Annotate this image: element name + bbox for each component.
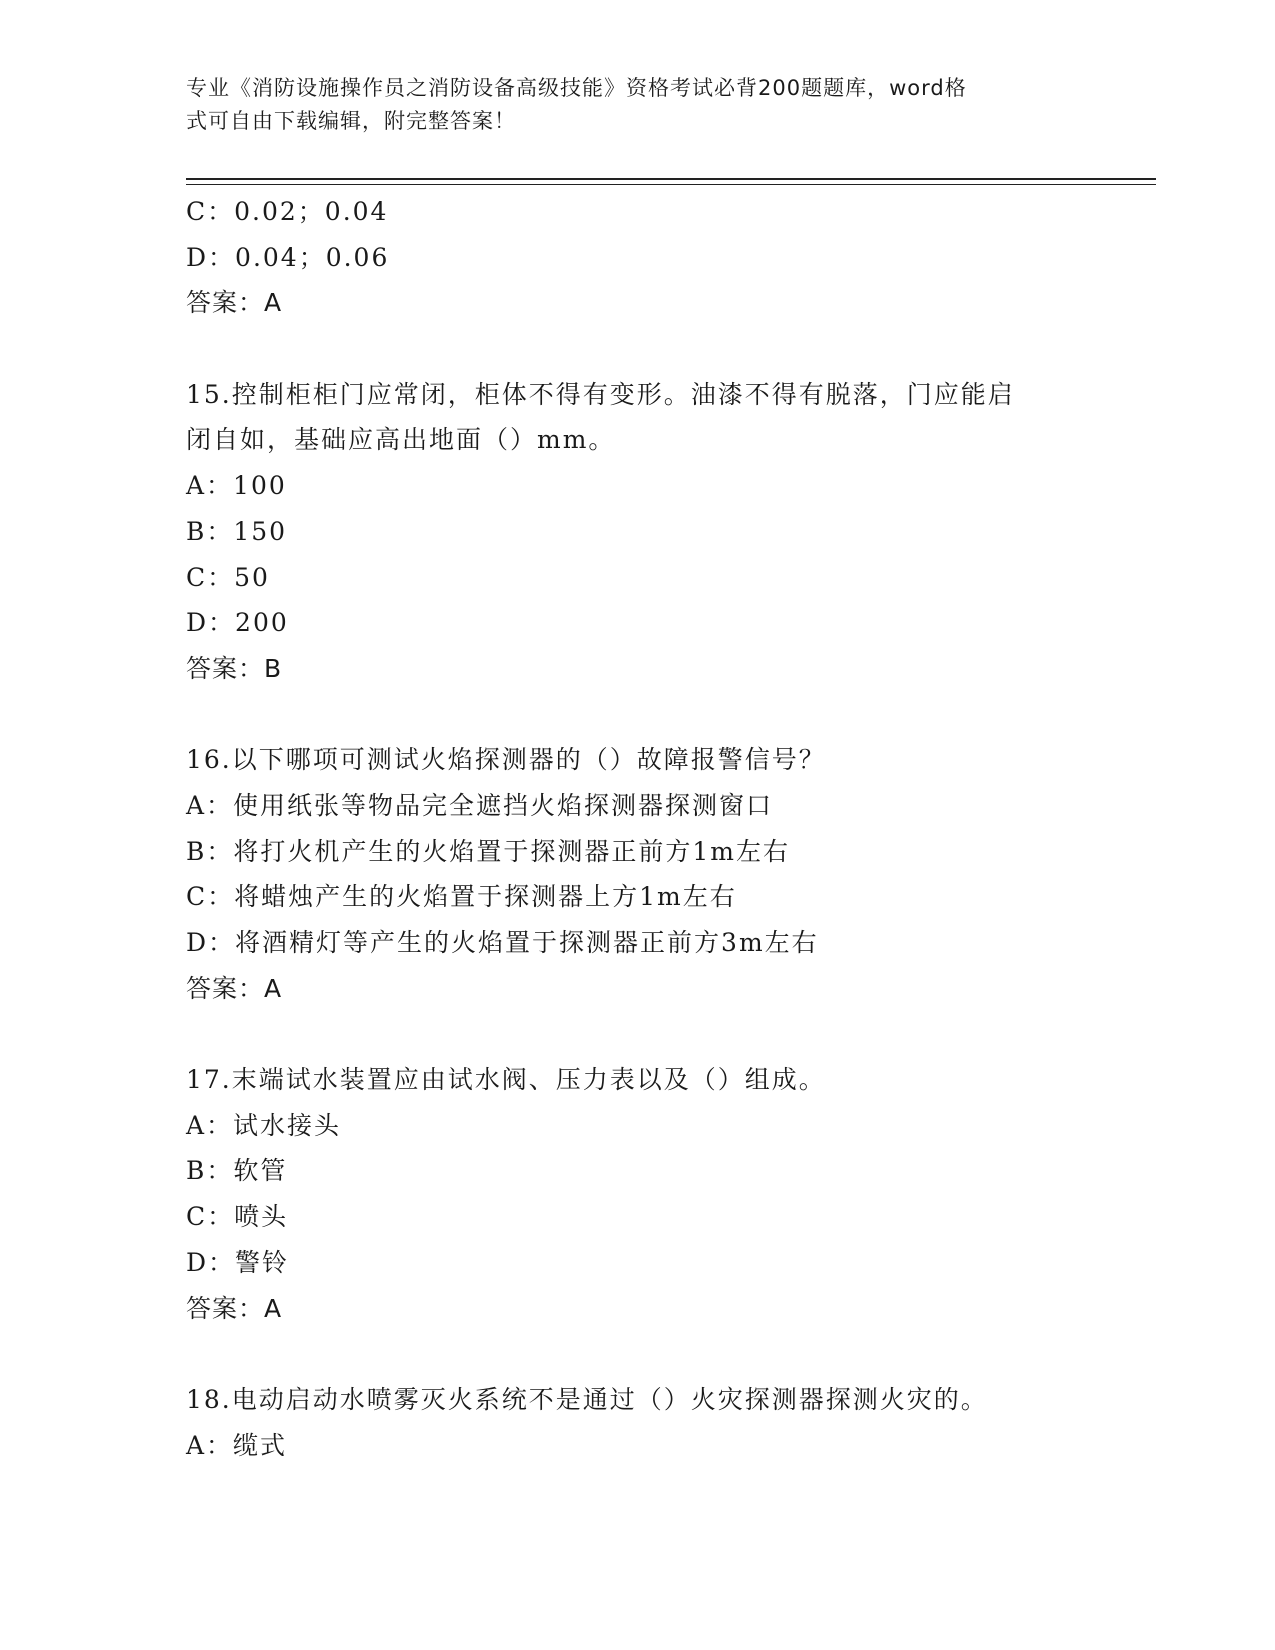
option-a: A：使用纸张等物品完全遮挡火焰探测器探测窗口 bbox=[186, 790, 774, 820]
option-c: C：喷头 bbox=[186, 1202, 289, 1232]
option-a: A：100 bbox=[186, 471, 287, 501]
option-c: C：50 bbox=[186, 562, 270, 592]
spacer bbox=[186, 1011, 1116, 1057]
option-d: D：200 bbox=[186, 608, 289, 638]
option-b: B：将打火机产生的火焰置于探测器正前方1m左右 bbox=[186, 836, 790, 866]
question-stem: 17.末端试水装置应由试水阀、压力表以及（）组成。 bbox=[186, 1065, 826, 1095]
header-divider-thick bbox=[186, 178, 1156, 180]
option-d: D：0.04；0.06 bbox=[186, 242, 390, 272]
option-a: A：缆式 bbox=[186, 1430, 288, 1460]
option-b: B：150 bbox=[186, 516, 288, 546]
option-b: B：软管 bbox=[186, 1156, 288, 1186]
answer: 答案：A bbox=[186, 288, 283, 318]
question-stem: 闭自如，基础应高出地面（）mm。 bbox=[186, 425, 616, 455]
question-16 bbox=[186, 737, 1116, 1011]
answer: 答案：A bbox=[186, 973, 283, 1003]
option-c: C：0.02；0.04 bbox=[186, 197, 389, 226]
answer: 答案：A bbox=[186, 1293, 283, 1323]
question-stem: 18.电动启动水喷雾灭火系统不是通过（）火灾探测器探测火灾的。 bbox=[186, 1384, 988, 1414]
spacer bbox=[186, 326, 1116, 372]
header-line-2: 式可自由下载编辑，附完整答案！ bbox=[186, 109, 516, 133]
document-body bbox=[186, 189, 1116, 1468]
question-stem: 15.控制柜柜门应常闭，柜体不得有变形。油漆不得有脱落，门应能启 bbox=[186, 379, 1015, 409]
option-c: C：将蜡烛产生的火焰置于探测器上方1m左右 bbox=[186, 882, 737, 912]
option-a: A：试水接头 bbox=[186, 1110, 342, 1140]
question-18 bbox=[186, 1377, 1116, 1468]
question-15 bbox=[186, 372, 1116, 692]
question-stem: 16.以下哪项可测试火焰探测器的（）故障报警信号？ bbox=[186, 745, 826, 775]
option-d: D：警铃 bbox=[186, 1247, 290, 1277]
header-line-1: 专业《消防设施操作员之消防设备高级技能》资格考试必背200题题库，word格 bbox=[186, 76, 967, 100]
document-header bbox=[186, 72, 1076, 138]
header-divider-thin bbox=[186, 184, 1156, 185]
answer: 答案：B bbox=[186, 653, 283, 683]
spacer bbox=[186, 692, 1116, 738]
spacer bbox=[186, 1331, 1116, 1377]
option-d: D：将酒精灯等产生的火焰置于探测器正前方3m左右 bbox=[186, 928, 819, 957]
continued-question bbox=[186, 189, 1116, 326]
question-17 bbox=[186, 1057, 1116, 1331]
